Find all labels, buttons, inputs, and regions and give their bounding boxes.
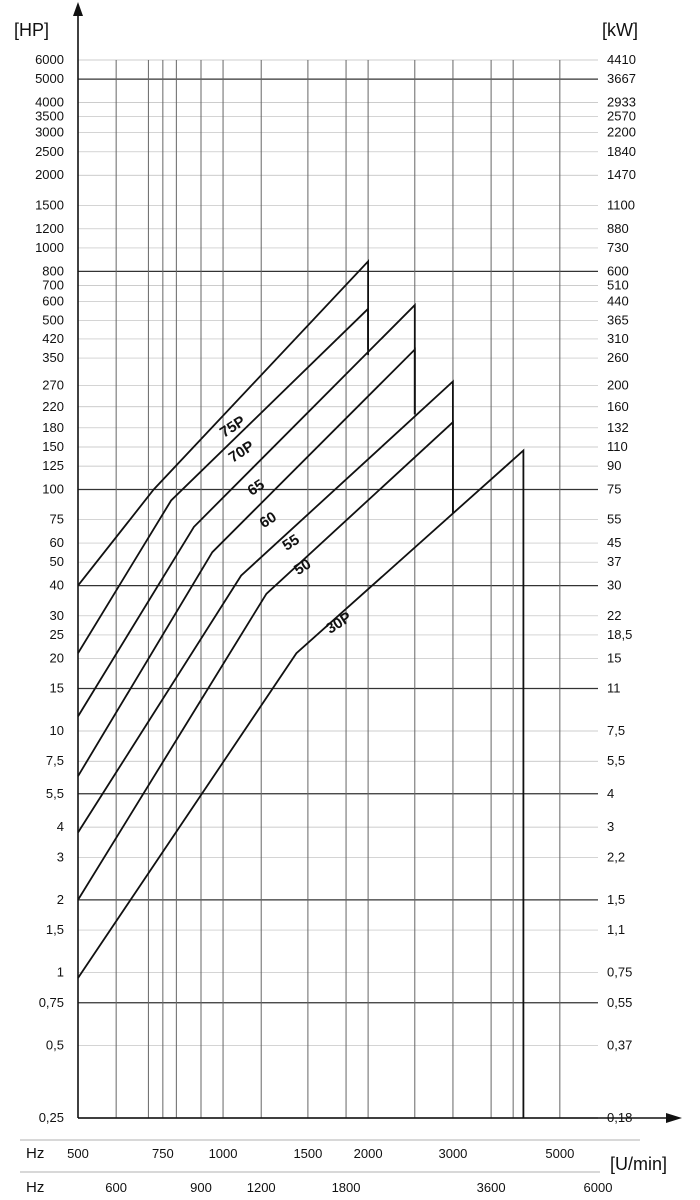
y-tick-label-right: 2,2 — [607, 849, 626, 865]
curve-label-70p: 70P — [225, 437, 258, 467]
curve-label-65: 65 — [244, 476, 268, 500]
curve-label-75p: 75P — [216, 412, 249, 442]
y-tick-label-right: 200 — [607, 377, 629, 393]
curve-label-60: 60 — [256, 508, 280, 532]
y-tick-label-right: 37 — [607, 554, 622, 570]
y-tick-label-left: 6000 — [35, 52, 64, 67]
y-tick-label-right: 365 — [607, 312, 629, 328]
y-tick-label-right: 0,18 — [607, 1110, 633, 1125]
y-tick-label-right: 600 — [607, 263, 629, 279]
x-tick-label-bottom: 6000 — [583, 1180, 613, 1195]
y-tick-label-right: 55 — [607, 511, 622, 527]
y-tick-label-right: 310 — [607, 330, 629, 346]
y-tick-label-right: 11 — [607, 680, 621, 696]
x-tick-label-bottom: 1800 — [331, 1180, 361, 1195]
hz-label-bottom: Hz — [26, 1179, 45, 1196]
y-tick-label-right: 0,55 — [607, 994, 633, 1010]
y-tick-label-right: 880 — [607, 220, 629, 236]
y-tick-label-right: 1,1 — [607, 922, 626, 938]
y-tick-label-left: 600 — [42, 293, 64, 309]
curve-label-55: 55 — [279, 531, 303, 555]
x-tick-label-top: 3000 — [438, 1146, 468, 1161]
y-tick-label-left: 100 — [42, 481, 64, 497]
y-tick-label-right: 510 — [607, 277, 629, 293]
hz-label-top: Hz — [26, 1145, 45, 1162]
y-tick-label-left: 30 — [49, 607, 64, 623]
y-tick-label-left: 0,5 — [45, 1037, 64, 1053]
series-line-55 — [78, 382, 453, 833]
y-tick-label-left: 4 — [56, 819, 64, 835]
y-tick-label-left: 0,75 — [38, 994, 64, 1010]
x-tick-label-bottom: 600 — [105, 1180, 128, 1195]
y-tick-label-right: 7,5 — [607, 723, 626, 739]
y-tick-label-left: 1,5 — [45, 922, 64, 938]
y-tick-label-left: 50 — [49, 554, 64, 570]
y-tick-label-left: 3500 — [35, 108, 64, 124]
y-tick-label-right: 1470 — [607, 167, 636, 183]
y-tick-label-left: 3 — [56, 849, 64, 865]
y-tick-label-right: 3 — [607, 819, 615, 835]
y-tick-label-left: 25 — [49, 626, 64, 642]
curves — [78, 261, 523, 1118]
y-tick-label-left: 60 — [49, 535, 64, 551]
curve-label-30p: 30P — [323, 608, 355, 638]
series-line-60 — [78, 350, 415, 777]
y-tick-label-right: 0,75 — [607, 964, 633, 980]
left-unit-label: [HP] — [14, 20, 50, 40]
y-tick-label-left: 220 — [42, 398, 64, 414]
y-tick-label-left: 350 — [42, 350, 64, 366]
y-tick-label-left: 500 — [42, 312, 64, 328]
y-tick-label-right: 260 — [607, 350, 629, 366]
x-tick-label-top: 5000 — [545, 1146, 575, 1161]
y-tick-label-left: 700 — [42, 277, 64, 293]
y-tick-label-left: 3000 — [35, 124, 64, 140]
y-tick-label-right: 2200 — [607, 124, 636, 140]
y-tick-label-right: 730 — [607, 239, 629, 255]
y-tick-label-left: 2500 — [35, 143, 64, 159]
y-tick-label-left: 1200 — [35, 220, 64, 236]
labels — [14, 20, 667, 1196]
y-tick-label-left: 15 — [49, 680, 64, 696]
curve-label-50: 50 — [291, 555, 315, 579]
x-tick-label-top: 500 — [67, 1146, 89, 1161]
y-tick-label-left: 0,25 — [38, 1110, 64, 1125]
y-tick-label-right: 2933 — [607, 94, 636, 110]
y-tick-label-left: 4000 — [35, 94, 64, 110]
y-tick-label-left: 1500 — [35, 197, 64, 213]
y-tick-label-right: 3667 — [607, 71, 636, 87]
y-tick-label-left: 125 — [42, 458, 64, 474]
y-tick-label-right: 1100 — [607, 197, 635, 213]
series-line-50 — [78, 422, 453, 900]
y-tick-label-right: 90 — [607, 458, 622, 474]
y-tick-label-right: 110 — [607, 438, 628, 454]
y-tick-label-right: 1840 — [607, 143, 636, 159]
y-tick-label-left: 2 — [56, 891, 64, 907]
y-tick-label-right: 18,5 — [607, 626, 633, 642]
y-tick-label-right: 5,5 — [607, 753, 626, 769]
y-tick-label-right: 30 — [607, 577, 622, 593]
y-tick-label-left: 2000 — [35, 167, 64, 183]
y-tick-label-left: 800 — [42, 263, 64, 279]
x-axis-arrow — [666, 1113, 682, 1123]
series-line-65 — [78, 305, 415, 716]
y-tick-label-left: 270 — [42, 377, 64, 393]
x-tick-label-bottom: 1200 — [246, 1180, 276, 1195]
y-tick-label-right: 4410 — [607, 52, 636, 67]
x-tick-label-top: 1000 — [208, 1146, 238, 1161]
x-tick-label-top: 750 — [151, 1146, 174, 1161]
y-axis-arrow — [73, 2, 83, 16]
y-tick-label-right: 75 — [607, 481, 622, 497]
y-tick-label-left: 150 — [42, 438, 64, 454]
x-unit-label: [U/min] — [610, 1154, 668, 1174]
y-tick-label-left: 5,5 — [45, 785, 64, 801]
y-tick-label-left: 1000 — [35, 239, 64, 255]
y-tick-label-right: 1,5 — [607, 891, 626, 907]
y-tick-label-left: 40 — [49, 577, 64, 593]
y-tick-label-left: 7,5 — [45, 753, 64, 769]
x-tick-label-bottom: 900 — [190, 1180, 212, 1195]
y-tick-label-right: 22 — [607, 607, 622, 623]
y-tick-label-left: 5000 — [35, 71, 64, 87]
y-tick-label-left: 180 — [42, 419, 64, 435]
x-tick-label-top: 2000 — [353, 1146, 383, 1161]
y-tick-label-right: 15 — [607, 650, 622, 666]
y-tick-label-right: 160 — [607, 398, 629, 414]
y-tick-label-left: 1 — [56, 964, 64, 980]
y-tick-label-left: 10 — [49, 723, 64, 739]
y-tick-label-right: 45 — [607, 535, 622, 551]
y-tick-label-right: 4 — [607, 785, 615, 801]
x-tick-label-top: 1500 — [293, 1146, 323, 1161]
series-line-30p — [78, 451, 523, 1119]
y-tick-label-right: 132 — [607, 419, 629, 435]
y-tick-label-right: 440 — [607, 293, 629, 309]
y-tick-label-left: 420 — [42, 330, 64, 346]
x-tick-label-bottom: 3600 — [476, 1180, 506, 1195]
y-tick-label-right: 0,37 — [607, 1037, 633, 1053]
y-tick-label-right: 2570 — [607, 108, 636, 124]
y-tick-label-left: 20 — [49, 650, 64, 666]
right-unit-label: [kW] — [602, 20, 638, 40]
y-tick-label-left: 75 — [49, 511, 64, 527]
